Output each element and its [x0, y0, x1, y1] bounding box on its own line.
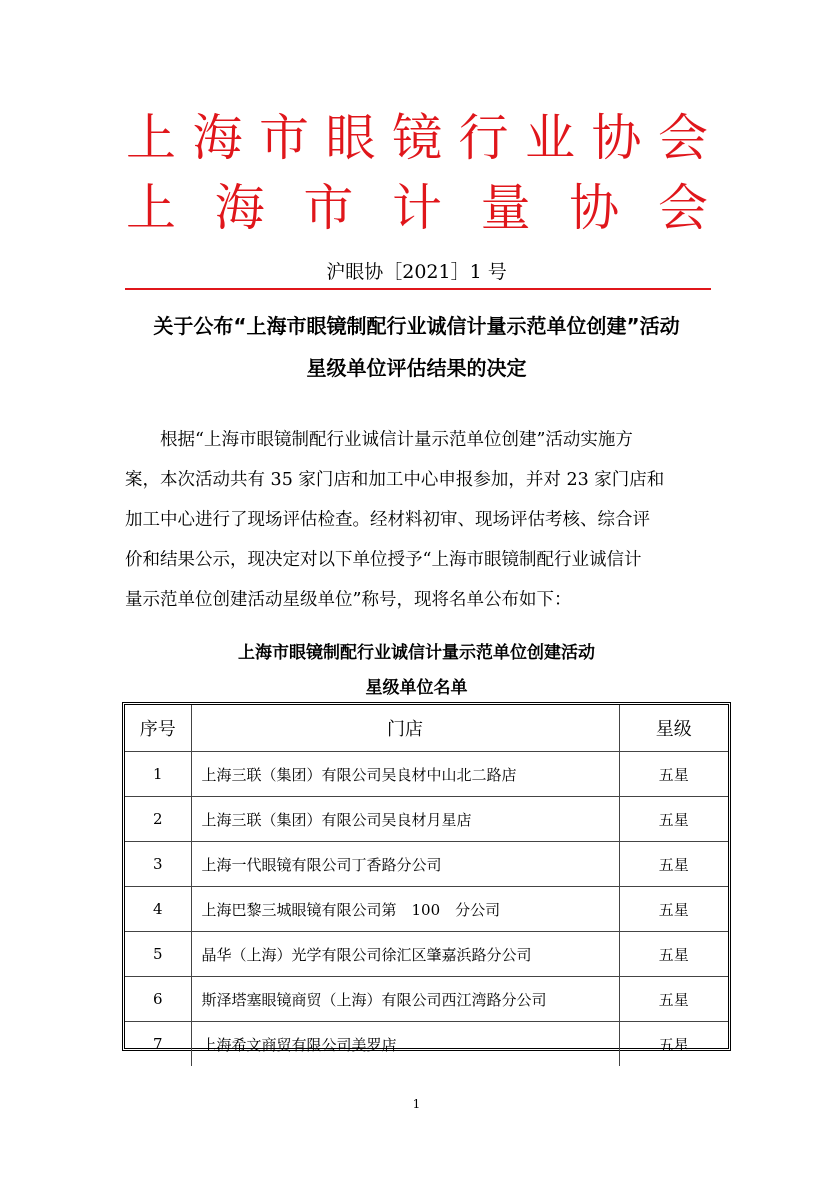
table-row [125, 797, 728, 842]
row-store: 上海三联（集团）有限公司吴良材月星店 [191, 797, 619, 842]
issuer-line-eyewear-association [126, 108, 708, 168]
row-store: 晶华（上海）光学有限公司徐汇区肇嘉浜路分公司 [191, 932, 619, 977]
table-row [125, 932, 728, 977]
issuer-char: 协 [569, 179, 620, 237]
row-store: 上海巴黎三城眼镜有限公司第 100 分公司 [191, 887, 619, 932]
document-number: 沪眼协［2021］1 号 [326, 261, 507, 283]
document-title-line2: 星级单位评估结果的决定 [306, 356, 527, 380]
row-store: 上海三联（集团）有限公司吴良材中山北二路店 [191, 752, 619, 797]
row-stars: 五星 [619, 842, 728, 887]
issuer-char: 行 [458, 109, 509, 167]
red-divider-line [125, 288, 711, 290]
table-row [125, 752, 728, 797]
body-line: 量示范单位创建活动星级单位”称号，现将名单公布如下： [125, 590, 572, 610]
star-units-table [122, 702, 731, 1054]
row-store: 上海希文商贸有限公司美罗店 [191, 1022, 619, 1067]
issuer-line-metrology-association [126, 178, 708, 238]
row-number: 4 [125, 887, 191, 932]
row-stars: 五星 [619, 1022, 728, 1067]
page-number: 1 [412, 1097, 421, 1111]
row-store: 上海一代眼镜有限公司丁香路分公司 [191, 842, 619, 887]
column-header-number: 序号 [125, 705, 191, 752]
row-number: 3 [125, 842, 191, 887]
row-number: 6 [125, 977, 191, 1022]
issuer-char: 市 [259, 109, 309, 167]
table-header-row [125, 705, 728, 752]
body-line: 价和结果公示，现决定对以下单位授予“上海市眼镜制配行业诚信计 [125, 550, 642, 570]
row-stars: 五星 [619, 932, 728, 977]
table-row [125, 842, 728, 887]
table-row [125, 887, 728, 932]
issuer-char: 协 [591, 109, 642, 167]
list-title-line2: 星级单位名单 [365, 678, 468, 698]
issuer-char: 海 [192, 109, 243, 167]
table-row [125, 977, 728, 1022]
issuer-char: 上 [126, 109, 176, 167]
body-paragraph [125, 420, 711, 620]
issuer-char: 会 [658, 109, 708, 167]
row-store: 斯泽塔塞眼镜商贸（上海）有限公司西江湾路分公司 [191, 977, 619, 1022]
issuer-char: 市 [303, 179, 354, 237]
column-header-stars: 星级 [619, 705, 728, 752]
issuer-char: 量 [480, 179, 531, 237]
row-number: 1 [125, 752, 191, 797]
table-row [125, 1022, 728, 1067]
row-number: 2 [125, 797, 191, 842]
list-title-line1: 上海市眼镜制配行业诚信计量示范单位创建活动 [238, 643, 595, 663]
row-stars: 五星 [619, 752, 728, 797]
issuer-char: 镜 [392, 109, 442, 167]
body-line: 根据“上海市眼镜制配行业诚信计量示范单位创建”活动实施方 [160, 430, 633, 450]
row-stars: 五星 [619, 977, 728, 1022]
issuer-char: 眼 [325, 109, 376, 167]
body-line: 加工中心进行了现场评估检查。经材料初审、现场评估考核、综合评 [125, 510, 650, 530]
document-title-line1: 关于公布“上海市眼镜制配行业诚信计量示范单位创建”活动 [153, 314, 680, 338]
row-stars: 五星 [619, 797, 728, 842]
issuer-char: 上 [126, 179, 176, 237]
row-number: 7 [125, 1022, 191, 1067]
row-number: 5 [125, 932, 191, 977]
column-header-store: 门店 [191, 705, 619, 752]
issuer-char: 会 [657, 179, 708, 237]
issuer-char: 业 [525, 109, 575, 167]
body-line: 案，本次活动共有 35 家门店和加工中心申报参加，并对 23 家门店和 [125, 470, 665, 490]
issuer-char: 计 [391, 179, 442, 237]
row-stars: 五星 [619, 887, 728, 932]
issuer-char: 海 [214, 179, 265, 237]
